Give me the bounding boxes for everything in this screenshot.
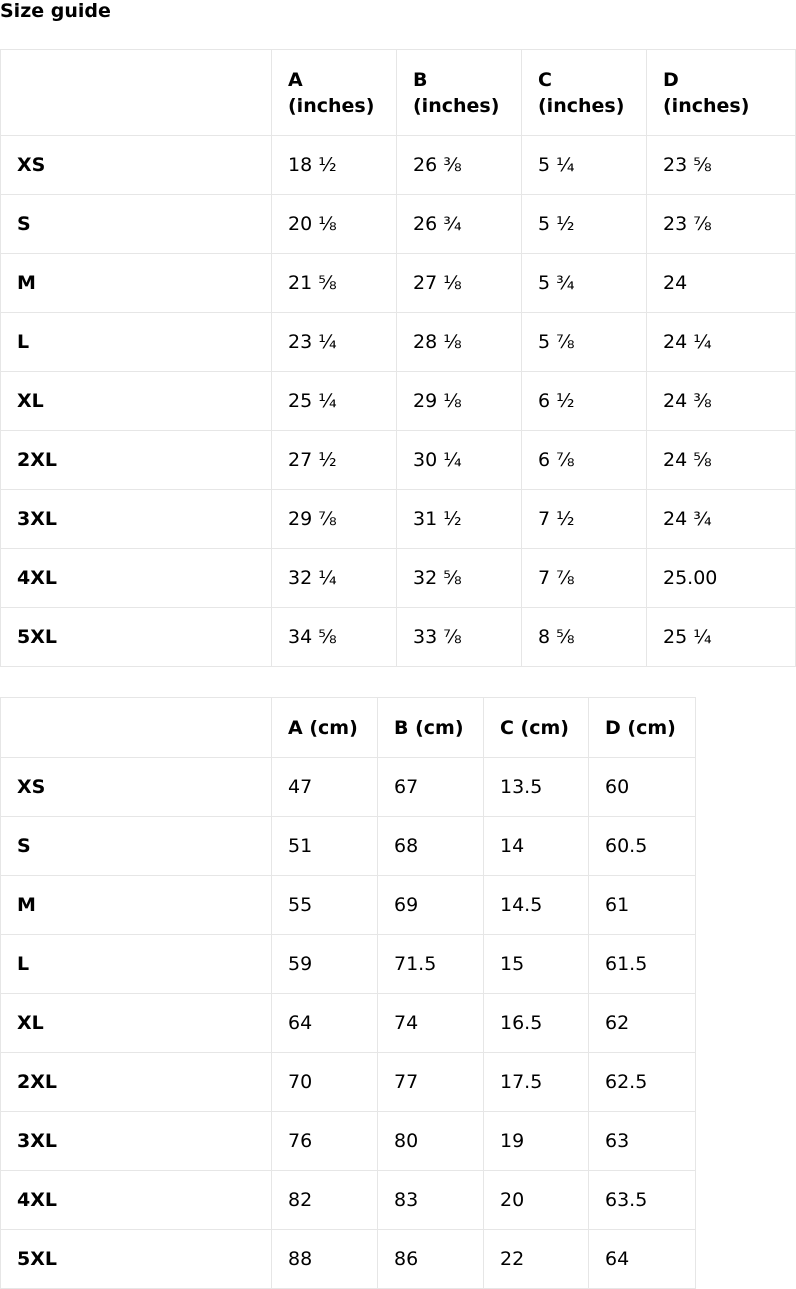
value-cell-d: 23 ⅝ (647, 136, 796, 195)
column-header-a: A (inches) (272, 50, 397, 136)
table-row (1, 195, 796, 254)
value-cell-b: 33 ⅞ (397, 608, 522, 667)
table-row (1, 431, 796, 490)
size-label-cell: 3XL (1, 1112, 272, 1171)
value-cell-a: 18 ½ (272, 136, 397, 195)
value-cell-c: 8 ⅝ (522, 608, 647, 667)
value-cell-b: 28 ⅛ (397, 313, 522, 372)
value-cell-d: 24 ¾ (647, 490, 796, 549)
value-cell-a: 88 (272, 1230, 378, 1289)
value-cell-a: 32 ¼ (272, 549, 397, 608)
value-cell-a: 20 ⅛ (272, 195, 397, 254)
value-cell-d: 60.5 (589, 817, 696, 876)
value-cell-a: 21 ⅝ (272, 254, 397, 313)
column-header-b: B (cm) (378, 698, 484, 758)
value-cell-d: 63.5 (589, 1171, 696, 1230)
table-row (1, 372, 796, 431)
value-cell-a: 55 (272, 876, 378, 935)
value-cell-b: 71.5 (378, 935, 484, 994)
value-cell-c: 5 ½ (522, 195, 647, 254)
size-label-cell: M (1, 876, 272, 935)
value-cell-c: 13.5 (484, 758, 589, 817)
value-cell-c: 15 (484, 935, 589, 994)
value-cell-c: 6 ½ (522, 372, 647, 431)
table-row (1, 1171, 696, 1230)
value-cell-a: 51 (272, 817, 378, 876)
table-row (1, 490, 796, 549)
value-cell-b: 29 ⅛ (397, 372, 522, 431)
value-cell-d: 60 (589, 758, 696, 817)
size-label-cell: XS (1, 136, 272, 195)
cm-table-container (0, 697, 696, 1289)
cm-size-table (0, 697, 696, 1289)
value-cell-c: 7 ⅞ (522, 549, 647, 608)
table-row (1, 935, 696, 994)
size-label-cell: XL (1, 372, 272, 431)
column-header-size (1, 698, 272, 758)
table-row (1, 1053, 696, 1112)
value-cell-c: 17.5 (484, 1053, 589, 1112)
value-cell-a: 76 (272, 1112, 378, 1171)
value-cell-a: 47 (272, 758, 378, 817)
value-cell-a: 70 (272, 1053, 378, 1112)
value-cell-c: 7 ½ (522, 490, 647, 549)
value-cell-d: 61 (589, 876, 696, 935)
value-cell-c: 20 (484, 1171, 589, 1230)
page-title: Size guide (0, 0, 111, 22)
value-cell-d: 61.5 (589, 935, 696, 994)
table-row (1, 817, 696, 876)
value-cell-c: 19 (484, 1112, 589, 1171)
inches-table-container (0, 49, 750, 667)
size-label-cell: 3XL (1, 490, 272, 549)
inches-size-table (0, 49, 796, 667)
size-label-cell: XS (1, 758, 272, 817)
value-cell-b: 80 (378, 1112, 484, 1171)
value-cell-b: 26 ¾ (397, 195, 522, 254)
value-cell-c: 5 ¾ (522, 254, 647, 313)
table-row (1, 994, 696, 1053)
size-label-cell: L (1, 935, 272, 994)
value-cell-b: 86 (378, 1230, 484, 1289)
column-header-d: D (inches) (647, 50, 796, 136)
value-cell-c: 22 (484, 1230, 589, 1289)
value-cell-d: 23 ⅞ (647, 195, 796, 254)
value-cell-d: 25.00 (647, 549, 796, 608)
table-row (1, 254, 796, 313)
table-row (1, 876, 696, 935)
value-cell-d: 25 ¼ (647, 608, 796, 667)
size-label-cell: XL (1, 994, 272, 1053)
value-cell-a: 59 (272, 935, 378, 994)
column-header-b: B (inches) (397, 50, 522, 136)
value-cell-b: 27 ⅛ (397, 254, 522, 313)
table-row (1, 608, 796, 667)
value-cell-b: 26 ⅜ (397, 136, 522, 195)
value-cell-b: 67 (378, 758, 484, 817)
value-cell-d: 24 ⅜ (647, 372, 796, 431)
column-header-c: C (inches) (522, 50, 647, 136)
size-label-cell: S (1, 817, 272, 876)
size-label-cell: 4XL (1, 549, 272, 608)
value-cell-a: 23 ¼ (272, 313, 397, 372)
column-header-a: A (cm) (272, 698, 378, 758)
value-cell-b: 30 ¼ (397, 431, 522, 490)
value-cell-b: 32 ⅝ (397, 549, 522, 608)
value-cell-b: 31 ½ (397, 490, 522, 549)
size-label-cell: L (1, 313, 272, 372)
size-label-cell: 5XL (1, 608, 272, 667)
value-cell-a: 64 (272, 994, 378, 1053)
column-header-c: C (cm) (484, 698, 589, 758)
size-label-cell: M (1, 254, 272, 313)
table-header-row (1, 698, 696, 758)
value-cell-c: 5 ⅞ (522, 313, 647, 372)
size-label-cell: 2XL (1, 431, 272, 490)
value-cell-c: 16.5 (484, 994, 589, 1053)
table-row (1, 313, 796, 372)
column-header-d: D (cm) (589, 698, 696, 758)
value-cell-d: 63 (589, 1112, 696, 1171)
value-cell-d: 24 ¼ (647, 313, 796, 372)
value-cell-a: 34 ⅝ (272, 608, 397, 667)
value-cell-c: 6 ⅞ (522, 431, 647, 490)
value-cell-b: 74 (378, 994, 484, 1053)
size-label-cell: 4XL (1, 1171, 272, 1230)
value-cell-d: 62 (589, 994, 696, 1053)
value-cell-d: 64 (589, 1230, 696, 1289)
column-header-size (1, 50, 272, 136)
value-cell-b: 83 (378, 1171, 484, 1230)
value-cell-b: 68 (378, 817, 484, 876)
table-row (1, 1230, 696, 1289)
value-cell-a: 27 ½ (272, 431, 397, 490)
value-cell-d: 24 ⅝ (647, 431, 796, 490)
size-label-cell: 5XL (1, 1230, 272, 1289)
value-cell-a: 82 (272, 1171, 378, 1230)
value-cell-b: 69 (378, 876, 484, 935)
value-cell-a: 29 ⅞ (272, 490, 397, 549)
size-label-cell: 2XL (1, 1053, 272, 1112)
table-row (1, 549, 796, 608)
value-cell-d: 62.5 (589, 1053, 696, 1112)
value-cell-c: 14.5 (484, 876, 589, 935)
table-row (1, 136, 796, 195)
value-cell-a: 25 ¼ (272, 372, 397, 431)
table-row (1, 1112, 696, 1171)
table-row (1, 758, 696, 817)
value-cell-c: 5 ¼ (522, 136, 647, 195)
table-header-row (1, 50, 796, 136)
value-cell-d: 24 (647, 254, 796, 313)
size-label-cell: S (1, 195, 272, 254)
value-cell-b: 77 (378, 1053, 484, 1112)
value-cell-c: 14 (484, 817, 589, 876)
